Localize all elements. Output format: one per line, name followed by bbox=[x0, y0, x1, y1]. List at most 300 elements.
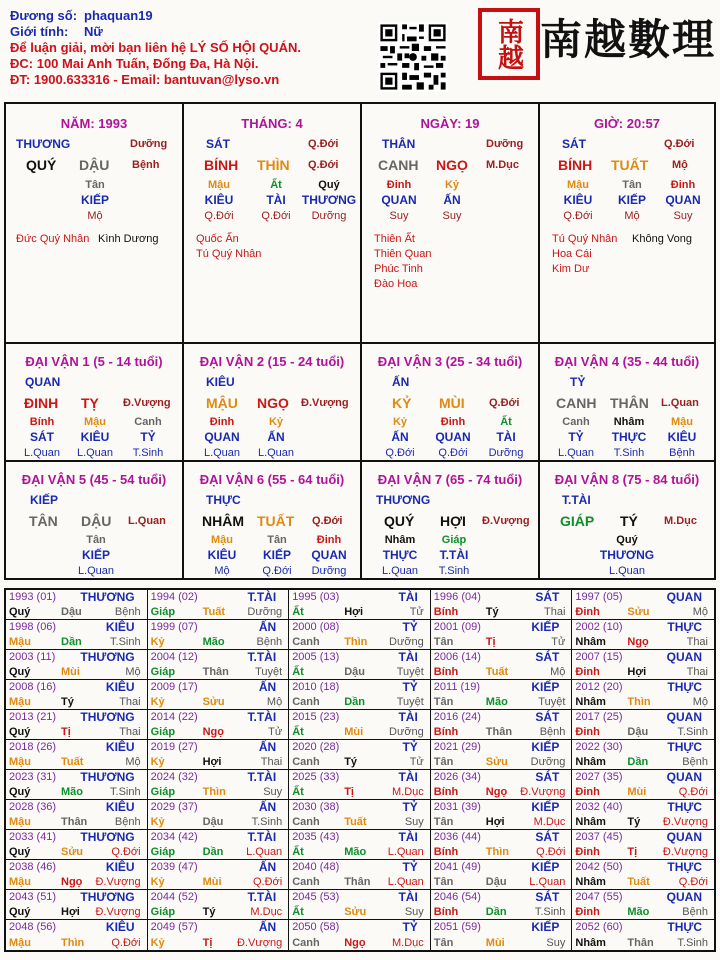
pillar-top-left: SÁT bbox=[562, 137, 586, 151]
gender-line bbox=[10, 24, 301, 40]
hidden-thap: QUAN bbox=[381, 193, 417, 207]
contact-line: Để luận giải, mời bạn liên hệ LÝ SỐ HỘI QUÁN. bbox=[10, 40, 301, 55]
year-label: 2002 (10) bbox=[575, 621, 623, 633]
year-ts: L.Quan bbox=[387, 846, 424, 858]
year-can: Mậu bbox=[9, 816, 31, 828]
year-cell bbox=[431, 590, 573, 620]
hidden-can: Mậu bbox=[211, 534, 233, 546]
dai-van-title: ĐẠI VẬN 2 (15 - 24 tuổi) bbox=[199, 354, 345, 369]
year-ts: Thai bbox=[686, 666, 708, 678]
dai-van-title: ĐẠI VẬN 8 (75 - 84 tuổi) bbox=[554, 472, 700, 487]
year-label: 2014 (22) bbox=[150, 711, 198, 723]
year-thap: TÀI bbox=[398, 710, 418, 724]
year-cell bbox=[6, 860, 148, 890]
dai-van-can: CANH bbox=[556, 395, 597, 411]
year-label: 2032 (40) bbox=[575, 801, 623, 813]
year-chi: Tý bbox=[61, 696, 74, 708]
hidden-ts: L.Quan bbox=[381, 565, 419, 577]
hidden-can: Đinh bbox=[670, 179, 696, 191]
year-ts: Tuyệt bbox=[255, 666, 283, 678]
year-label: 2046 (54) bbox=[433, 891, 481, 903]
star: Đào Hoa bbox=[374, 278, 418, 290]
year-chi: Tị bbox=[202, 937, 213, 949]
dai-van-ts: Q.Đới bbox=[489, 397, 520, 409]
star: Tú Quý Nhân bbox=[552, 233, 618, 245]
year-thap: TÀI bbox=[398, 650, 418, 664]
pillar-chi-right: Mộ bbox=[672, 159, 688, 171]
year-chi: Dần bbox=[344, 696, 365, 708]
owner-label: Đương số: bbox=[10, 8, 78, 23]
hidden-ts: Q.Đới bbox=[262, 565, 292, 577]
pillar-month bbox=[184, 104, 362, 344]
hidden-can: Giáp bbox=[441, 534, 467, 546]
chart-grid bbox=[4, 102, 716, 580]
year-chi: Sửu bbox=[344, 906, 367, 918]
dai-van-ts: Đ.Vượng bbox=[301, 397, 349, 409]
year-cell bbox=[431, 920, 573, 950]
year-thap: ẤN bbox=[258, 920, 277, 934]
year-label: 2000 (08) bbox=[292, 621, 340, 633]
year-thap: SÁT bbox=[535, 830, 560, 844]
year-ts: T.Sinh bbox=[110, 786, 141, 798]
year-ts: Mộ bbox=[125, 666, 141, 678]
pillar-top-left: SÁT bbox=[206, 137, 230, 151]
year-label: 2026 (34) bbox=[433, 771, 481, 783]
dai-van-chi: THÂN bbox=[610, 395, 649, 411]
dai-van-1 bbox=[6, 344, 184, 462]
year-chi: Hợi bbox=[485, 816, 505, 828]
hidden-can: Bính bbox=[29, 416, 55, 428]
year-label: 2037 (45) bbox=[575, 831, 623, 843]
hidden-can: Đinh bbox=[316, 534, 342, 546]
hidden-ts: L.Quan bbox=[77, 565, 115, 577]
year-thap: ẤN bbox=[258, 620, 277, 634]
year-ts: Suy bbox=[546, 937, 566, 949]
hidden-can: Đinh bbox=[386, 179, 412, 191]
year-chi: Tý bbox=[344, 756, 358, 768]
dai-van-7 bbox=[362, 462, 540, 578]
year-ts: Tử bbox=[551, 636, 566, 648]
hidden-thap: T.TÀI bbox=[439, 548, 469, 562]
year-ts: Tử bbox=[268, 726, 283, 738]
year-cell bbox=[289, 710, 431, 740]
year-thap: T.TÀI bbox=[247, 710, 277, 724]
hidden-ts: Suy bbox=[389, 210, 409, 222]
year-can: Quý bbox=[9, 846, 31, 858]
dai-van-thap: THỰC bbox=[206, 493, 241, 507]
year-cell bbox=[431, 620, 573, 650]
year-chi: Thân bbox=[202, 666, 229, 678]
year-chi: Mùi bbox=[485, 937, 505, 949]
year-ts: Tuyệt bbox=[538, 696, 566, 708]
year-cell bbox=[6, 770, 148, 800]
year-label: 1996 (04) bbox=[433, 591, 481, 603]
year-label: 2052 (60) bbox=[575, 921, 623, 933]
year-can: Đinh bbox=[575, 846, 600, 858]
address-line: ĐC: 100 Mai Anh Tuấn, Đống Đa, Hà Nội. bbox=[10, 56, 259, 71]
pillar-can: BÍNH bbox=[204, 157, 239, 173]
year-cell bbox=[6, 650, 148, 680]
year-chi: Tý bbox=[627, 816, 641, 828]
hidden-can: Ất bbox=[270, 179, 282, 191]
year-cell bbox=[431, 890, 573, 920]
year-chi: Thân bbox=[344, 876, 371, 888]
star: Kình Dương bbox=[98, 233, 159, 245]
year-can: Mậu bbox=[9, 876, 31, 888]
year-can: Canh bbox=[292, 636, 320, 648]
year-label: 2029 (37) bbox=[150, 801, 198, 813]
year-ts: Tử bbox=[409, 606, 424, 618]
hidden-thap: KIÊU bbox=[563, 193, 593, 207]
dai-van-can: NHÂM bbox=[202, 513, 244, 529]
dai-van-6 bbox=[184, 462, 362, 578]
year-label: 2049 (57) bbox=[150, 921, 198, 933]
dai-van-ts: Đ.Vượng bbox=[482, 515, 530, 527]
year-thap: TÀI bbox=[398, 770, 418, 784]
year-thap: QUAN bbox=[666, 890, 702, 904]
pillar-chi-right: Q.Đới bbox=[308, 159, 339, 171]
hidden-thap: KIẾP bbox=[81, 548, 111, 562]
year-can: Quý bbox=[9, 606, 31, 618]
year-chi: Thìn bbox=[202, 786, 226, 798]
year-ts: Mộ bbox=[692, 606, 708, 618]
dai-van-chi: HỢI bbox=[440, 513, 466, 529]
hidden-ts: T.Sinh bbox=[438, 565, 470, 577]
pillar-top-right: Dưỡng bbox=[130, 138, 168, 150]
dai-van-can: MẬU bbox=[206, 395, 238, 411]
dai-van-title: ĐẠI VẬN 3 (25 - 34 tuổi) bbox=[377, 354, 523, 369]
year-can: Bính bbox=[433, 666, 459, 678]
year-cell bbox=[6, 740, 148, 770]
year-ts: Mộ bbox=[266, 696, 283, 708]
year-cell bbox=[148, 860, 290, 890]
hidden-can: Quý bbox=[616, 534, 638, 546]
year-cell bbox=[289, 680, 431, 710]
year-chi: Ngọ bbox=[627, 636, 649, 648]
year-label: 2007 (15) bbox=[575, 651, 623, 663]
year-thap: SÁT bbox=[535, 890, 560, 904]
year-chi: Sửu bbox=[61, 846, 84, 858]
year-label: 2004 (12) bbox=[150, 651, 198, 663]
year-cell bbox=[572, 800, 714, 830]
year-chi: Dần bbox=[202, 846, 224, 858]
year-label: 2012 (20) bbox=[575, 681, 623, 693]
year-label: 2003 (11) bbox=[9, 651, 56, 663]
year-ts: Thai bbox=[119, 696, 141, 708]
hidden-thap: ẤN bbox=[443, 193, 461, 207]
year-cell bbox=[431, 800, 573, 830]
hidden-can: Tân bbox=[85, 179, 105, 191]
year-chi: Dậu bbox=[202, 816, 224, 828]
hidden-ts: Dưỡng bbox=[488, 447, 524, 459]
year-can: Kỷ bbox=[150, 636, 165, 648]
year-label: 2001 (09) bbox=[433, 621, 481, 633]
hidden-thap: KIÊU bbox=[207, 548, 237, 562]
year-label: 2033 (41) bbox=[9, 831, 57, 843]
year-thap: ẤN bbox=[258, 860, 277, 874]
star: Thiên Quan bbox=[374, 248, 432, 260]
year-label: 2015 (23) bbox=[292, 711, 340, 723]
year-ts: Q.Đới bbox=[536, 846, 566, 858]
year-label: 1998 (06) bbox=[9, 621, 57, 633]
year-thap: QUAN bbox=[666, 830, 702, 844]
dai-van-thap: TỶ bbox=[570, 375, 586, 389]
year-chi: Thân bbox=[61, 816, 88, 828]
year-thap: T.TÀI bbox=[247, 830, 277, 844]
year-thap: TỶ bbox=[402, 920, 418, 934]
gender-value: Nữ bbox=[84, 24, 103, 39]
year-cell bbox=[572, 650, 714, 680]
year-thap: THƯƠNG bbox=[80, 650, 135, 664]
year-ts: Thai bbox=[260, 756, 283, 768]
year-can: Tân bbox=[433, 696, 454, 708]
year-chi: Ngọ bbox=[202, 726, 224, 738]
year-can: Quý bbox=[9, 906, 31, 918]
year-cell bbox=[148, 800, 290, 830]
year-can: Ất bbox=[292, 846, 304, 858]
star: Không Vong bbox=[632, 233, 692, 245]
year-thap: TÀI bbox=[398, 890, 418, 904]
year-thap: SÁT bbox=[535, 770, 560, 784]
hidden-ts: Dưỡng bbox=[311, 565, 347, 577]
year-label: 2005 (13) bbox=[292, 651, 340, 663]
year-ts: L.Quan bbox=[387, 876, 424, 888]
hidden-ts: Mộ bbox=[624, 210, 640, 222]
year-cell bbox=[572, 710, 714, 740]
year-cell bbox=[6, 890, 148, 920]
year-label: 2038 (46) bbox=[9, 861, 57, 873]
year-chi: Thìn bbox=[61, 937, 85, 949]
year-can: Mậu bbox=[9, 636, 31, 648]
year-cell bbox=[148, 650, 290, 680]
dai-van-chi: DẬU bbox=[81, 513, 112, 529]
year-chi: Mão bbox=[344, 846, 367, 858]
hidden-ts: Mộ bbox=[87, 210, 103, 222]
year-label: 2025 (33) bbox=[292, 771, 340, 783]
pillar-title: NGÀY: 19 bbox=[420, 116, 480, 131]
year-cell bbox=[148, 890, 290, 920]
year-ts: T.Sinh bbox=[110, 636, 141, 648]
year-chi: Thân bbox=[485, 726, 513, 738]
year-chi: Mão bbox=[202, 636, 225, 648]
pillar-top-right: Q.Đới bbox=[308, 138, 339, 150]
year-ts: Bệnh bbox=[682, 756, 708, 768]
year-label: 2041 (49) bbox=[433, 861, 481, 873]
dai-van-can: KỶ bbox=[392, 395, 412, 411]
year-can: Tân bbox=[433, 756, 454, 768]
year-can: Canh bbox=[292, 756, 320, 768]
year-cell bbox=[148, 740, 290, 770]
year-chi: Mùi bbox=[344, 726, 364, 738]
year-label: 2050 (58) bbox=[292, 921, 340, 933]
hidden-ts: L.Quan bbox=[257, 447, 295, 459]
dai-van-3 bbox=[362, 344, 540, 462]
year-chi: Mùi bbox=[202, 876, 222, 888]
year-thap: SÁT bbox=[535, 710, 560, 724]
qr-code-icon bbox=[378, 22, 448, 92]
year-ts: Dưỡng bbox=[389, 636, 424, 648]
year-cell bbox=[6, 590, 148, 620]
hidden-can: Tân bbox=[86, 534, 106, 546]
year-ts: M.Dục bbox=[392, 786, 424, 798]
year-cell bbox=[6, 800, 148, 830]
hidden-thap: KIẾP bbox=[262, 548, 292, 562]
year-cell bbox=[289, 770, 431, 800]
year-can: Canh bbox=[292, 816, 320, 828]
year-ts: Thai bbox=[543, 606, 566, 618]
phone-email-line: ĐT: 1900.633316 - Email: bantuvan@lyso.vn bbox=[10, 72, 280, 87]
hidden-can: Mậu bbox=[208, 179, 230, 191]
year-cell bbox=[6, 920, 148, 950]
hidden-ts: L.Quan bbox=[203, 447, 241, 459]
year-thap: TỶ bbox=[402, 860, 418, 874]
hidden-ts: L.Quan bbox=[608, 565, 646, 577]
year-cell bbox=[572, 860, 714, 890]
year-can: Kỷ bbox=[150, 756, 165, 768]
hidden-can: Canh bbox=[562, 416, 590, 428]
dai-van-can: QUÝ bbox=[384, 513, 415, 529]
year-chi: Tị bbox=[344, 786, 354, 798]
year-thap: KIÊU bbox=[105, 800, 135, 814]
year-label: 2051 (59) bbox=[433, 921, 481, 933]
star: Kim Dư bbox=[552, 263, 590, 275]
year-cell bbox=[289, 740, 431, 770]
year-chi: Tuất bbox=[61, 756, 84, 768]
year-can: Quý bbox=[9, 726, 31, 738]
hidden-thap: ẤN bbox=[267, 430, 285, 444]
year-can: Tân bbox=[433, 876, 454, 888]
hidden-thap: THỰC bbox=[611, 430, 647, 444]
dai-van-chi: NGỌ bbox=[257, 395, 289, 411]
hidden-ts: Q.Đới bbox=[563, 210, 593, 222]
dai-van-can: TÂN bbox=[29, 513, 58, 529]
year-can: Đinh bbox=[575, 726, 600, 738]
pillar-title: GIỜ: 20:57 bbox=[593, 116, 660, 131]
year-can: Nhâm bbox=[575, 756, 606, 768]
year-chi: Mão bbox=[485, 696, 508, 708]
year-ts: Dưỡng bbox=[530, 756, 566, 768]
pillar-title: THÁNG: 4 bbox=[241, 116, 303, 131]
year-thap: KIÊU bbox=[105, 620, 135, 634]
dai-van-can: ĐINH bbox=[24, 395, 59, 411]
hidden-ts: Dưỡng bbox=[311, 210, 347, 222]
year-can: Tân bbox=[433, 937, 454, 949]
year-cell bbox=[6, 680, 148, 710]
year-thap: SÁT bbox=[535, 590, 560, 604]
year-ts: Dưỡng bbox=[247, 606, 283, 618]
hidden-ts: L.Quan bbox=[23, 447, 61, 459]
pillar-day bbox=[362, 104, 540, 344]
year-chi: Tý bbox=[485, 606, 499, 618]
year-label: 2006 (14) bbox=[433, 651, 481, 663]
year-chi: Dần bbox=[627, 756, 649, 768]
year-ts: Bệnh bbox=[114, 606, 141, 618]
year-ts: Suy bbox=[404, 816, 424, 828]
year-chi: Mùi bbox=[627, 786, 647, 798]
pillar-can: CANH bbox=[378, 157, 419, 173]
year-label: 2021 (29) bbox=[433, 741, 481, 753]
year-ts: Q.Đới bbox=[111, 846, 141, 858]
year-chi: Tuất bbox=[202, 606, 225, 618]
year-ts: Tuyệt bbox=[396, 696, 424, 708]
star: Tú Quý Nhân bbox=[196, 248, 262, 260]
year-cell bbox=[572, 920, 714, 950]
year-cell bbox=[6, 830, 148, 860]
year-thap: THỰC bbox=[667, 800, 702, 814]
hidden-ts: L.Quan bbox=[76, 447, 114, 459]
year-label: 2040 (48) bbox=[292, 861, 340, 873]
dai-van-2 bbox=[184, 344, 362, 462]
year-can: Mậu bbox=[9, 937, 31, 949]
year-chi: Tị bbox=[485, 636, 496, 648]
hidden-thap: QUAN bbox=[435, 430, 471, 444]
hidden-can: Nhâm bbox=[384, 534, 416, 546]
year-chi: Ngọ bbox=[485, 786, 508, 798]
year-label: 1997 (05) bbox=[575, 591, 623, 603]
pillar-year bbox=[6, 104, 184, 344]
dai-van-thap: THƯƠNG bbox=[376, 493, 431, 507]
year-ts: Thai bbox=[119, 726, 141, 738]
year-chi: Dần bbox=[61, 636, 82, 648]
year-label: 2017 (25) bbox=[575, 711, 623, 723]
year-label: 2024 (32) bbox=[150, 771, 198, 783]
year-can: Mậu bbox=[9, 756, 31, 768]
year-chi: Mão bbox=[61, 786, 83, 798]
dai-van-ts: Đ.Vượng bbox=[123, 397, 171, 409]
hidden-thap: QUAN bbox=[665, 193, 701, 207]
year-thap: TỶ bbox=[402, 620, 418, 634]
year-thap: QUAN bbox=[666, 650, 702, 664]
year-label: 2043 (51) bbox=[9, 891, 57, 903]
year-cell bbox=[572, 740, 714, 770]
year-label: 2008 (16) bbox=[9, 681, 57, 693]
year-chi: Dậu bbox=[61, 606, 82, 618]
year-ts: M.Dục bbox=[392, 937, 424, 949]
year-thap: KIẾP bbox=[531, 920, 560, 934]
year-chi: Sửu bbox=[202, 696, 225, 708]
year-cell bbox=[289, 620, 431, 650]
year-cell bbox=[431, 710, 573, 740]
year-cell bbox=[6, 710, 148, 740]
hidden-thap: TÀI bbox=[496, 430, 516, 444]
dai-van-chi: TỴ bbox=[81, 395, 99, 411]
year-chi: Dậu bbox=[344, 666, 365, 678]
year-thap: TỶ bbox=[402, 800, 418, 814]
year-cell bbox=[431, 830, 573, 860]
hidden-ts: Bệnh bbox=[669, 447, 695, 459]
year-cell bbox=[572, 890, 714, 920]
year-can: Nhâm bbox=[575, 696, 606, 708]
year-ts: Suy bbox=[263, 786, 283, 798]
year-chi: Tuất bbox=[485, 666, 509, 678]
year-chi: Dậu bbox=[485, 876, 507, 888]
hidden-can: Đinh bbox=[440, 416, 466, 428]
year-ts: Bệnh bbox=[114, 816, 141, 828]
year-cell bbox=[431, 860, 573, 890]
year-ts: Tử bbox=[409, 756, 424, 768]
year-cell bbox=[6, 620, 148, 650]
year-can: Kỷ bbox=[150, 696, 165, 708]
year-cell bbox=[148, 680, 290, 710]
dai-van-thap: QUAN bbox=[25, 375, 61, 389]
year-thap: THƯƠNG bbox=[80, 830, 135, 844]
year-thap: TỶ bbox=[402, 740, 418, 754]
year-cell bbox=[289, 920, 431, 950]
year-chi: Thìn bbox=[485, 846, 510, 858]
year-can: Giáp bbox=[150, 726, 176, 738]
hidden-can: Kỷ bbox=[268, 416, 284, 428]
hidden-can: Kỷ bbox=[392, 416, 408, 428]
